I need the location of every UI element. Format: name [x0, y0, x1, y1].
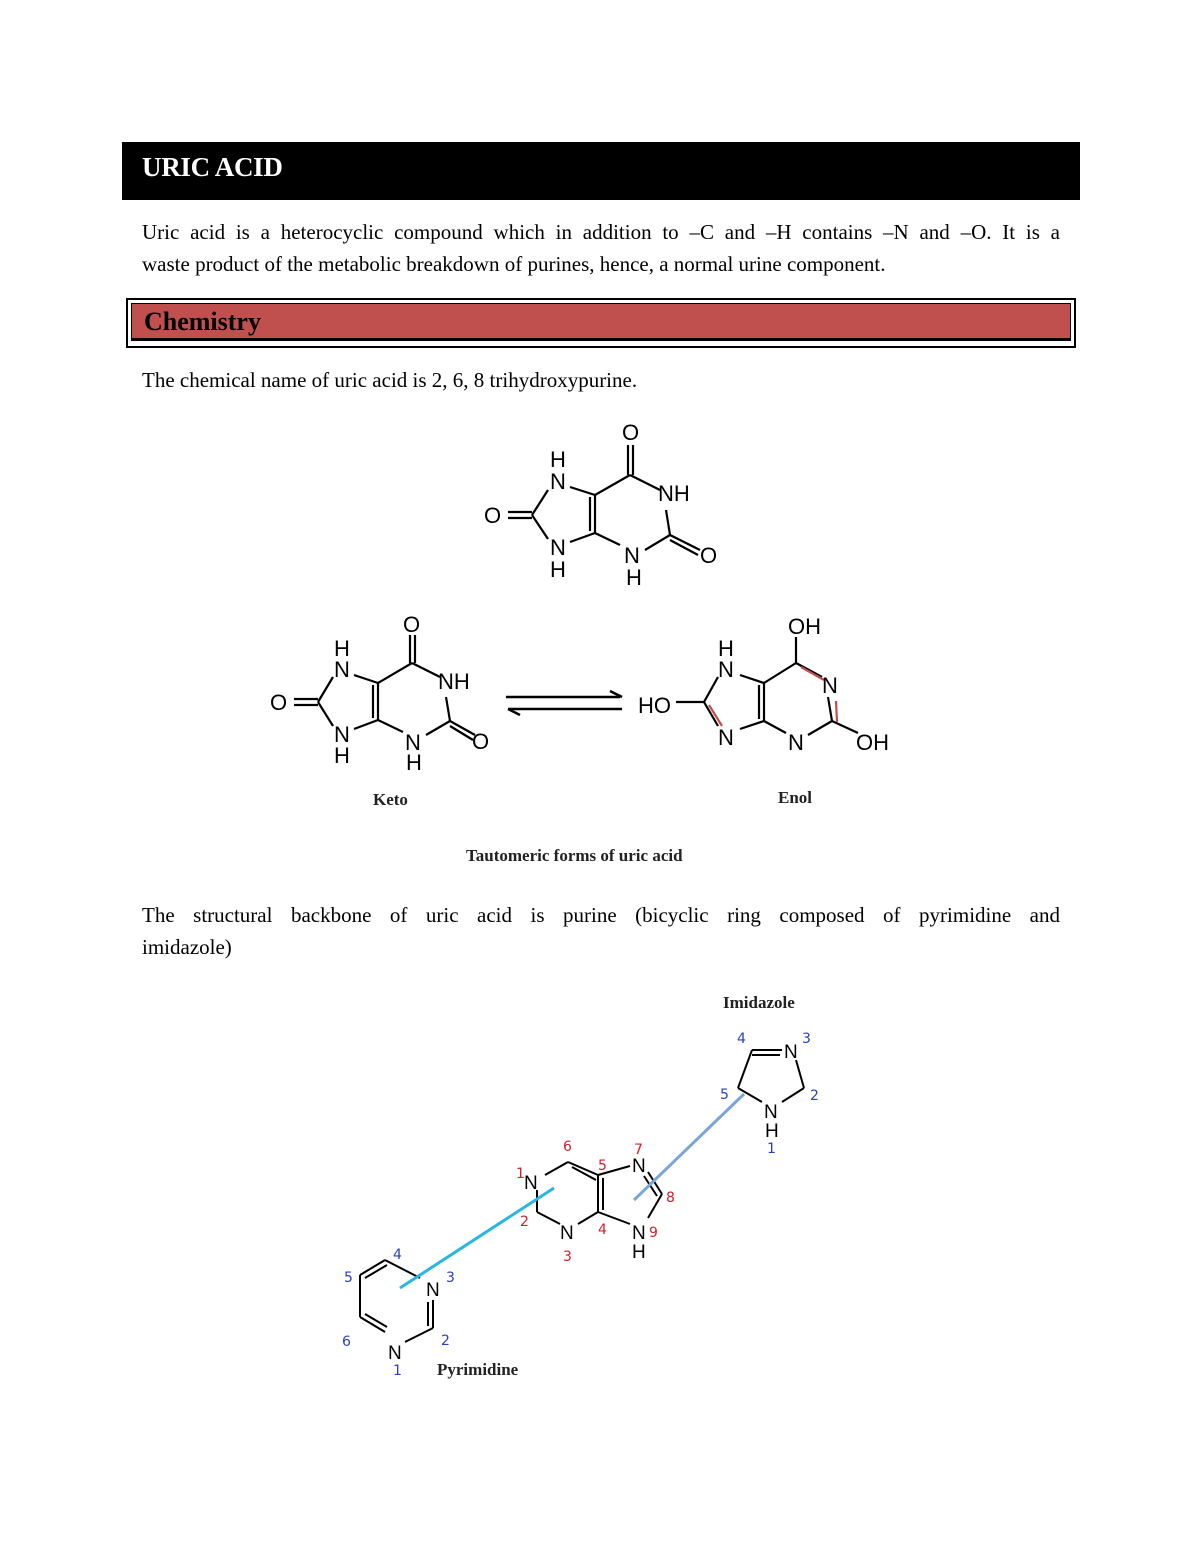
chemical-name-text: [142, 364, 1060, 396]
atom-n-bottom: N: [624, 543, 640, 568]
section-heading-chemistry: [126, 298, 1076, 348]
imid-num-2: 2: [810, 1088, 819, 1104]
imid-num-1: 1: [767, 1141, 776, 1157]
enol-atom-n-bottom: N: [788, 730, 804, 755]
backbone-line-1: The structural backbone of uric acid is purine (bicyclic ring composed of pyrimidine and: [142, 903, 1060, 927]
pyrimidine-n1: N: [388, 1343, 402, 1364]
enol-atom-oh-right: OH: [856, 730, 889, 755]
imidazole-n3: N: [784, 1042, 798, 1063]
keto-atom-o-top: O: [403, 612, 421, 637]
enol-atom-ho: HO: [638, 693, 671, 718]
keto-atom-h: H: [406, 750, 422, 775]
purine-diagram: [330, 1020, 850, 1380]
pyr-num-6: 6: [342, 1334, 351, 1350]
pur-num-9: 9: [649, 1225, 658, 1241]
enol-label: Enol: [778, 788, 813, 807]
pur-num-5: 5: [598, 1158, 607, 1174]
uric-acid-structure: [470, 415, 730, 595]
atom-n-top-left: N: [550, 469, 566, 494]
intro-line-1: Uric acid is a heterocyclic compound which in addition to –C and –H contains –N and –O. It is a: [142, 220, 1060, 244]
imid-num-5: 5: [720, 1087, 729, 1103]
pur-num-1: 1: [516, 1166, 525, 1182]
atom-o-right: O: [700, 543, 718, 568]
pur-num-8: 8: [666, 1190, 675, 1206]
intro-line-2: waste product of the metabolic breakdown of purines, hence, a normal urine component.: [142, 252, 886, 276]
enol-structure: [636, 605, 906, 765]
chem-name: The chemical name of uric acid is 2, 6, 8 trihydroxypurine.: [142, 368, 638, 392]
keto-atom-nh: NH: [438, 669, 470, 694]
imid-num-3: 3: [802, 1031, 811, 1047]
atom-nh-right: NH: [658, 481, 690, 506]
atom-h-bottom-left: H: [550, 557, 566, 582]
backbone-paragraph: [142, 899, 1060, 963]
atom-h-top-left: H: [550, 447, 566, 472]
purine-n3: N: [560, 1223, 574, 1244]
keto-atom-n: N: [405, 730, 421, 755]
pyr-num-1: 1: [393, 1363, 402, 1379]
pur-num-3: 3: [563, 1249, 572, 1265]
tautomer-caption: Tautomeric forms of uric acid: [466, 846, 683, 865]
enol-atom-oh-top: OH: [788, 614, 821, 639]
equilibrium-arrows: [500, 688, 630, 718]
atom-n-bottom-left: N: [550, 535, 566, 560]
purine-n7: N: [632, 1156, 646, 1177]
imidazole-label: Imidazole: [723, 993, 795, 1012]
enol-atom-n-bl: N: [718, 725, 734, 750]
title-banner: [122, 142, 1080, 200]
imid-num-4: 4: [737, 1031, 746, 1047]
pyr-num-4: 4: [393, 1247, 402, 1263]
keto-atom-n-bl: N: [334, 722, 350, 747]
intro-paragraph: [142, 216, 1060, 280]
keto-atom-h-tl: H: [334, 636, 350, 661]
keto-atom-o-left: O: [270, 690, 288, 715]
keto-atom-h-bl: H: [334, 743, 350, 768]
pyr-num-3: 3: [446, 1270, 455, 1286]
keto-atom-o-right: O: [472, 729, 490, 754]
pyrimidine-connector: [400, 1188, 554, 1288]
imidazole-connector: [634, 1094, 744, 1200]
page-title: URIC ACID: [142, 152, 283, 182]
pur-num-4: 4: [598, 1222, 607, 1238]
purine-h: H: [632, 1242, 646, 1263]
atom-o-left: O: [484, 503, 502, 528]
pyr-num-5: 5: [344, 1270, 353, 1286]
pyr-num-2: 2: [441, 1333, 450, 1349]
section-title: Chemistry: [144, 307, 261, 336]
atom-o-top: O: [622, 420, 640, 445]
purine-n9: N: [632, 1223, 646, 1244]
pyrimidine-label: Pyrimidine: [437, 1360, 519, 1379]
backbone-line-2: imidazole): [142, 935, 232, 959]
keto-structure: [260, 605, 500, 780]
enol-atom-n-right: N: [822, 673, 838, 698]
pur-num-6: 6: [563, 1139, 572, 1155]
purine-n1: N: [524, 1173, 538, 1194]
section-heading-fill: [131, 303, 1071, 341]
imidazole-n1: N: [764, 1102, 778, 1123]
pur-num-2: 2: [520, 1214, 529, 1230]
atom-h-bottom: H: [626, 565, 642, 590]
enol-atom-n-tl: N: [718, 657, 734, 682]
enol-atom-h-tl: H: [718, 636, 734, 661]
pyrimidine-n3: N: [426, 1280, 440, 1301]
pur-num-7: 7: [634, 1142, 643, 1158]
keto-label: Keto: [373, 790, 408, 809]
keto-atom-n-tl: N: [334, 657, 350, 682]
imidazole-h: H: [765, 1121, 779, 1142]
